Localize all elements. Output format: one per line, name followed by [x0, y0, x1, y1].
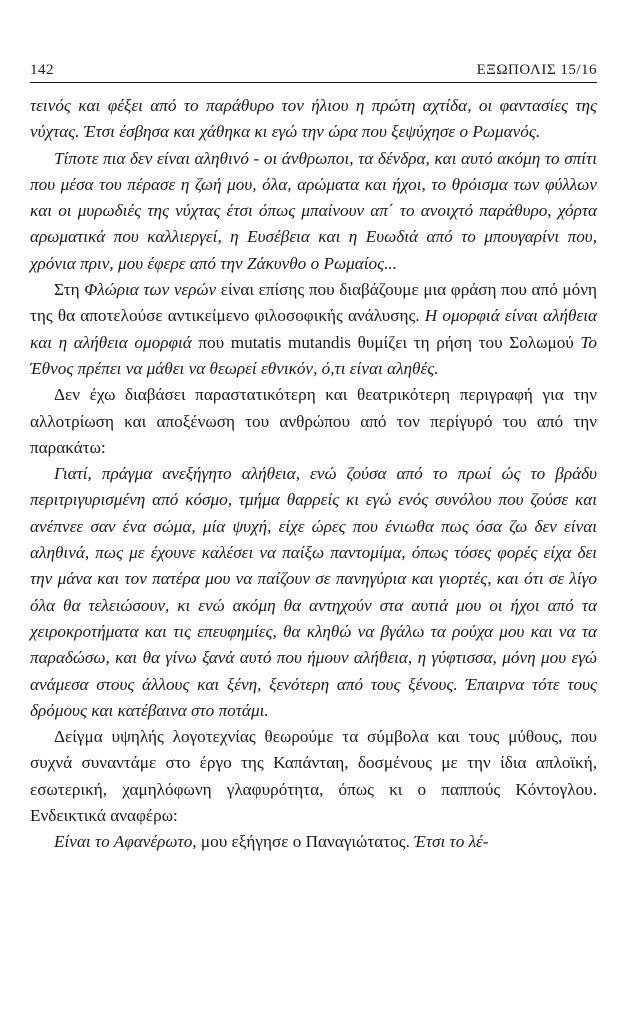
italic-title: Φλώρια των νερών: [84, 280, 217, 300]
italic-quote: Το Έθνος πρέπει να μάθει να θεωρεί εθνικόν, ό,τι είναι αληθές.: [30, 332, 598, 378]
italic-quote: Γιατί, πράγμα ανεξήγητο αλήθεια, ενώ ζούσα από το πρωί ώς το βράδυ περιτριγυρισμένη από κόσμο, τμήμα θαρρείς κι εγώ ενός συνόλου που ζούσε και ανέπνεε σαν ένα σώμα, μία ψυχή, είχε ώρες που ένιωθα πως όσα ζω δεν είναι αληθινά, πως με έχουνε καλέσει να παίξω παντομίμα, όπως τόσες φορές είχα δει την μάνα και τον πατέρα μου να παίζουν σε πανηγύρια και γιορτές, και ότι σε λίγο όλα θα τελειώσουν, κι ενώ ακόμη θα αντηχούν στα αυτιά μου οι ήχοι από τα χειροκροτήματα και τις επευφημίες, θα κληθώ να βγάλω τα ρούχα μου και να τα παραδώσω, και θα γίνω ξανά αυτό που ήμουν αλήθεια, η γύφτισσα, μόνη μου εγώ ανάμεσα στους άλλους και ξένη, ξενότερη από τους ξένους. Έπαιρνα τότε τους δρόμους και κατέβαινα στο ποτάμι.: [30, 464, 597, 720]
text-run: μου εξήγησε ο Παναγιώτατος.: [196, 832, 415, 852]
italic-quote: τεινός και φέξει από το παράθυρο τον ήλιου η πρώτη αχτίδα, οι φαντασίες της νύχτας. Έτσι έσβησα και χάθηκα κι εγώ την ώρα που ξεψύχησε ο Ρωμανός.: [30, 96, 597, 142]
running-title: ΕΞΩΠΟΛΙΣ 15/16: [476, 62, 597, 78]
running-header: [30, 62, 597, 83]
text-run: Στη: [54, 280, 85, 300]
text-run: Δείγμα υψηλής λογοτεχνίας θεωρούμε τα σύμβολα και τους μύθους, που συχνά συναντάμε στο έργο της Καπάνταη, δοσμένους με την ίδια απλοϊκή, εσωτερική, χαμηλόφωνη γλαφυρότητα, όπως κι ο παππούς Κόντογλου. Ενδεικτικά αναφέρω:: [30, 727, 597, 826]
text-run: που mutatis mutandis θυμίζει τη ρήση του Σολωμού: [191, 332, 581, 352]
italic-quote: Είναι το Αφανέρωτο,: [54, 832, 197, 852]
italic-quote: Έτσι το λέ-: [414, 832, 489, 852]
paragraph-quote: [30, 461, 597, 724]
paragraph-commentary: [30, 724, 597, 829]
paragraph-quote: [30, 146, 597, 277]
italic-quote: Η ομορφιά είναι αλήθεια και η αλήθεια ομορφιά: [30, 306, 597, 352]
body-text: [30, 93, 597, 856]
text-run: Δεν έχω διαβάσει παραστατικότερη και θεατρικότερη περιγραφή για την αλλοτρίωση και αποξένωση του ανθρώπου από τον περίγυρό του από την παρακάτω:: [30, 385, 597, 457]
paragraph-commentary: [30, 277, 597, 382]
paragraph-quote: [30, 829, 597, 855]
italic-quote: Τίποτε πια δεν είναι αληθινό - οι άνθρωποι, τα δένδρα, και αυτό ακόμη το σπίτι που μέσα του πέρασε η ζωή μου, όλα, αρώματα και ήχοι, το θρόισμα των φύλλων και οι μυρωδιές της νύχτας έτσι όπως μπαίνουν απ΄ το ανοιχτό παράθυρο, χόρτα αρωματικά που καλλιεργεί, η Ευσέβεια και η Ευωδιά από το μπουγαρίνι που, χρόνια πριν, μου έφερε από την Ζάκυνθο ο Ρωμαίος...: [30, 148, 597, 273]
paragraph-continuation: [30, 93, 597, 146]
text-run: είναι επίσης που διαβάζουμε μια φράση που από μόνη της θα αποτελούσε αντικείμενο φιλοσοφικής ανάλυσης.: [30, 280, 597, 326]
paragraph-commentary: [30, 382, 597, 461]
page-number: 142: [30, 62, 54, 78]
book-page: [30, 62, 597, 856]
